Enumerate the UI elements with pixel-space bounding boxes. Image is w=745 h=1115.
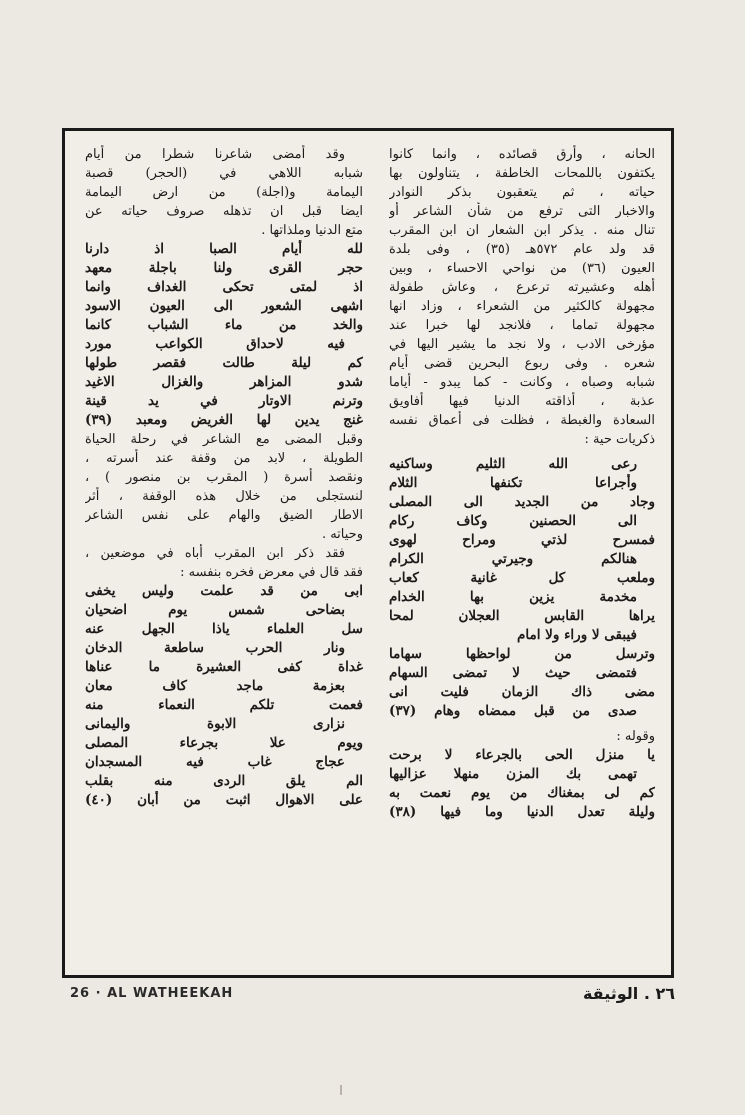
left-column-text-line: وحياته .	[321, 527, 363, 542]
left-column-verse-line: حجر القرى ولنا باجلة معهد	[85, 260, 363, 276]
left-column-text-line: متع الدنيا وملذاتها .	[261, 223, 363, 238]
right-column-verse-line: يراها القابس العجلان لمحا	[389, 608, 655, 624]
right-column-verse-line: فتمضى حيث لا تمضى السهام	[389, 665, 637, 681]
left-column-text-line: وقبل المضى مع الشاعر في رحلة الحياة	[85, 432, 363, 447]
right-column-text-line: شبابه وصباه ، وكانت - كما يبدو - أياما	[389, 375, 655, 390]
right-column-verse-line: مخدمة يزين بها الخدام	[389, 589, 637, 605]
left-column-verse-line: والخد من ماء الشباب كانما	[85, 317, 363, 333]
right-column-text-line: عذبة ، أذاقته الدنيا فيها أفاويق	[389, 394, 655, 409]
left-column-verse-line: اذ لمتى تحكى الغداف وانما	[85, 279, 363, 295]
right-column-text-line: العيون (٣٦) من نواحي الاحساء ، وبين	[389, 261, 655, 276]
left-column-verse-line: بضاحى شمس يوم اضحيان	[85, 602, 345, 618]
scan-mark	[340, 1085, 342, 1095]
right-column-text-line: قد ولد عام ٥٧٢هـ (٣٥) ، وفى بلدة	[389, 242, 655, 257]
right-column-text-line: تنال منه . يذكر ابن الشعار ان ابن المقرب	[389, 223, 655, 238]
right-column-text-line: حياته ، ثم يتعقبون بذكر النوادر	[389, 185, 655, 200]
right-column	[389, 145, 655, 963]
right-column-verse-line: وليلة تعدل الدنيا وما فيها (٣٨)	[389, 804, 655, 820]
right-column-text-line: وقوله :	[616, 729, 655, 744]
page-footer	[70, 986, 675, 1008]
left-column-verse-line: غنج يدين لها الغريض ومعبد (٣٩)	[85, 412, 363, 428]
left-column-text-line: فقد ذكر ابن المقرب أباه في موضعين ،	[85, 546, 345, 561]
left-column-verse-line: بعزمة ماجد كاف معان	[85, 678, 345, 694]
left-column-text-line: ونقصد أسرة ( المقرب بن منصور ) ،	[85, 470, 363, 485]
right-column-verse-line: رعى الله الثليم وساكنيه	[389, 456, 637, 472]
left-column-verse-line: وترنم الاوتار في يد قينة	[85, 393, 363, 409]
footer-page-label-latin: 26 · AL WATHEEKAH	[70, 986, 234, 1001]
left-column-verse-line: الم يلق الردى منه بقلب	[85, 773, 363, 789]
left-column-verse-line: ابى من قد علمت وليس يخفى	[85, 583, 363, 599]
right-column-verse-line: كم لى بمغناك من يوم نعمت به	[389, 785, 655, 801]
right-column-text-line: أهله وعشيرته ترعرع ، وعاش طفولة	[389, 280, 655, 295]
left-column-verse-line: كم ليلة طالت فقصر طولها	[85, 355, 363, 371]
left-column-verse-line: اشهى الشعور الى العيون الاسود	[85, 298, 363, 314]
right-column-verse-line: وأجراعا تكنفها الثلام	[389, 475, 637, 491]
right-column-verse-line: فيبقى لا وراء ولا امام	[517, 627, 637, 643]
left-column-text-line: شبابه اللاهي في (الحجر) قصبة	[85, 166, 363, 181]
left-column	[85, 145, 363, 963]
left-column-text-line: ايضا قبل ان تذهله صروف حياته عن	[85, 204, 363, 219]
left-column-verse-line: نزارى الابوة واليمانى	[85, 716, 345, 732]
left-column-verse-line: لله أيام الصبا اذ دارنا	[85, 241, 363, 257]
left-column-text-line: الطويلة ، لابد من وقفة عند أسرته ،	[85, 451, 363, 466]
right-column-text-line: يكتفون باللمحات الخاطفة ، يتناولون بها	[389, 166, 655, 181]
left-column-verse-line: شدو المزاهر والغزال الاغيد	[85, 374, 363, 390]
right-column-text-line: والاخبار التى ترفع من شأن الشاعر أو	[389, 204, 655, 219]
left-column-verse-line: غداة كفى العشيرة ما عناها	[85, 659, 363, 675]
right-column-text-line: ذكريات حية :	[584, 432, 655, 447]
left-column-verse-line: عجاج غاب فيه المسجدان	[85, 754, 345, 770]
right-column-text-line: الحانه ، وأرق قصائده ، وانما كانوا	[389, 147, 655, 162]
right-column-verse-line: يا منزل الحى بالجرعاء لا برحت	[389, 747, 655, 763]
right-column-verse-line: وجاد من الجديد الى المصلى	[389, 494, 655, 510]
page-frame	[62, 128, 674, 978]
right-column-verse-line: الى الحصنين وكاف ركام	[389, 513, 637, 529]
left-column-verse-line: على الاهوال اثبت من أبان (٤٠)	[85, 792, 363, 808]
left-column-text-line: اليمامة و(اجلة) من ارض اليمامة	[85, 185, 363, 200]
right-column-verse-line: هنالكم وجيرتي الكرام	[389, 551, 637, 567]
footer-page-label-arabic: ٢٦ . الوثيقة	[582, 984, 675, 1003]
right-column-text-line: السعادة والغبطة ، فظلت فى أعماق نفسه	[389, 413, 655, 428]
left-column-verse-line: سل العلماء ياذا الجهل عنه	[85, 621, 363, 637]
left-column-text-line: وقد أمضى شاعرنا شطرا من أيام	[85, 147, 345, 162]
right-column-text-line: مجهولة تماما ، فلانجد لها خبرا عند	[389, 318, 655, 333]
left-column-text-line: فقد قال في معرض فخره بنفسه :	[180, 565, 363, 580]
right-column-verse-line: مضى ذاك الزمان فليت انى	[389, 684, 655, 700]
right-column-text-line: شعره . وفى ربوع البحرين قضى أيام	[389, 356, 655, 371]
right-column-verse-line: وملعب كل غانية كعاب	[389, 570, 655, 586]
left-column-verse-line: فعمت تلكم النعماء منه	[85, 697, 363, 713]
right-column-verse-line: صدى من قبل ممضاه وهام (٣٧)	[389, 703, 637, 719]
left-column-verse-line: ونار الحرب ساطعة الدخان	[85, 640, 345, 656]
left-column-verse-line: فيه لاحداق الكواعب مورد	[85, 336, 345, 352]
right-column-verse-line: تهمى بك المزن منهلا عزاليها	[389, 766, 637, 782]
right-column-verse-line: وترسل من لواحظها سهاما	[389, 646, 655, 662]
left-column-verse-line: ويوم علا بجرعاء المصلى	[85, 735, 363, 751]
left-column-text-line: الاطار الضيق والهام على نفس الشاعر	[85, 508, 363, 523]
left-column-text-line: لنستجلى من خلال هذه الوقفة ، أثر	[85, 489, 363, 504]
right-column-verse-line: فمسرح لذتي ومراح لهوى	[389, 532, 655, 548]
right-column-text-line: مؤرخى الادب ، ولا نجد ما يشير اليها في	[389, 337, 655, 352]
right-column-text-line: مجهولة كالكثير من الشعراء ، وزاد انها	[389, 299, 655, 314]
